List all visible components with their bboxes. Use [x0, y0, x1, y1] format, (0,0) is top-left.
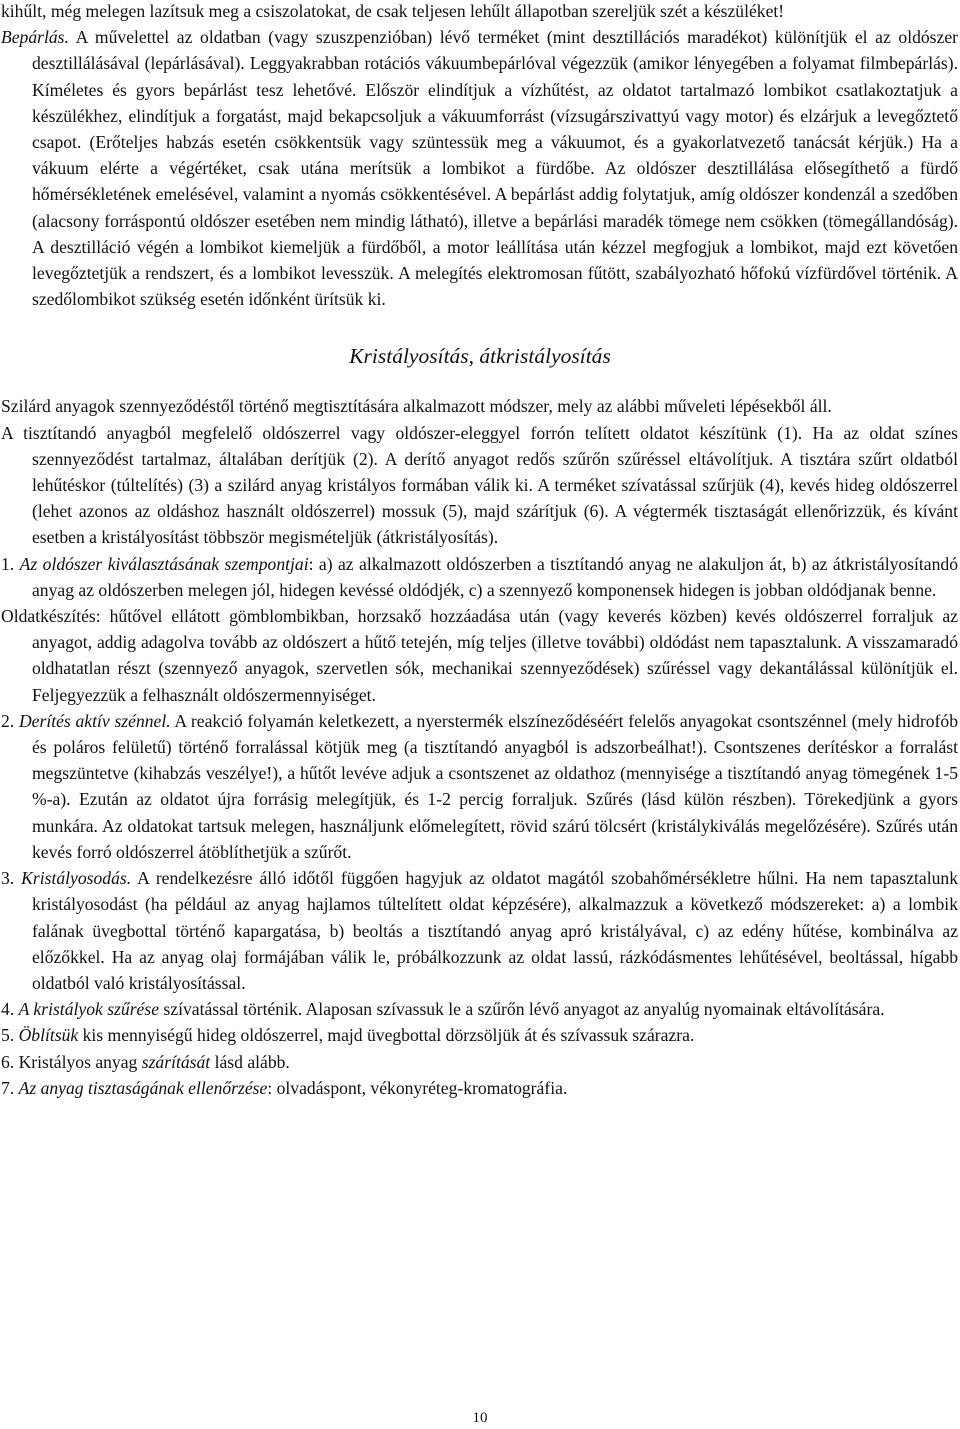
step-4-term: A kristályok szűrése	[18, 999, 160, 1020]
step-2-paragraph	[0, 708, 960, 865]
step-7-term: Az anyag tisztaságának ellenőrzése	[18, 1077, 268, 1098]
step-3-text: A rendelkezésre álló időtől függően hagyjuk az oldatot magától szobahőmérsékletre hűlni. Ha nem tapasztalunk kristályosodást (ha például az anyag hajlamos túltelített oldat képzésére), alkalmazzuk a következő módszereket: a) a lombik falának üvegbottal történő kapargatása, b) beoltás a tisztítandó anyag apró kristályával, c) az edény hűtése, kombinálva az előzőkkel. Ha az anyag olaj formájában válik le, próbálkozzunk az oldat lassú, rázkódásmentes lehűtésével, beoltással, hígabb oldatból való kristályosítással.	[32, 868, 958, 993]
step-2-number: 2.	[1, 710, 19, 731]
step-4-paragraph	[0, 996, 960, 1022]
step-6-paragraph	[0, 1049, 960, 1075]
step-1-paragraph	[0, 551, 960, 603]
step-3-number: 3.	[1, 868, 22, 889]
step-6-prefix: 6. Kristályos anyag	[1, 1051, 142, 1072]
step-2-term: Derítés aktív szénnel.	[18, 710, 171, 731]
beparlas-term: Bepárlás.	[1, 27, 69, 48]
oldatkeszites-paragraph: Oldatkészítés: hűtővel ellátott gömblombikban, horzsakő hozzáadása után (vagy keverés közben) kevés oldószerrel forraljuk az anyagot, addig adagolva tovább az oldószert a hűtő tetején, míg teljes (illetve további) oldódást nem tapasztalunk. A visszamaradó oldhatatlan részt (szennyező anyagok, szervetlen sók, mechanikai szennyeződések) szűréssel vagy dekantálással különítjük el. Feljegyezzük a felhasznált oldószermennyiséget.	[1, 606, 958, 705]
step-4-number: 4.	[1, 999, 19, 1020]
step-1-term: Az oldószer kiválasztásának szempontjai	[19, 553, 309, 574]
section-title: Kristályosítás, átkristályosítás	[349, 344, 611, 369]
step-5-number: 5.	[1, 1025, 19, 1046]
step-5-text: kis mennyiségű hideg oldószerrel, majd üvegbottal dörzsöljük át és szívassuk szárazra.	[78, 1025, 695, 1046]
step-1-number: 1.	[1, 553, 20, 574]
page-number: 10	[472, 1410, 488, 1426]
step-7-text: : olvadáspont, vékonyréteg-kromatográfia.	[267, 1077, 568, 1098]
step-5-term: Öblítsük	[18, 1025, 79, 1046]
step-6-term: szárítását	[141, 1051, 211, 1072]
step-3-paragraph	[0, 865, 960, 996]
beparlas-text: A művelettel az oldatban (vagy szuszpenzióban) lévő terméket (mint desztillációs maradékot) különítjük el az oldószer desztillálásával (lepárlásával). Leggyakrabban rotációs vákuumbepárlóval végezzük (amikor lényegében a folyamat filmbepárlás). Kíméletes és gyors bepárlást tesz lehetővé. Először elindítjuk a vízhűtést, az oldatot tartalmazó lombikot csatlakoztatjuk a készülékhez, elindítjuk a forgatást, majd bekapcsoljuk a vákuumforrást (vízsugárszivattyú vagy motor) és elzárjuk a levegőztető csapot. (Erőteljes habzás esetén csökkentsük vagy szüntessük meg a vákuumot, és a gyakorlatvezető tanácsát kérjük.) Ha a vákuum elérte a végértéket, csak utána merítsük a lombikot a fürdőbe. Az oldószer desztillálása elősegíthető a fürdő hőmérsékletének emelésével, valamint a nyomás csökkentésével. A bepárlást addig folytatjuk, amíg oldószer kondenzál a szedőben (alacsony forráspontú oldószer esetében nem mindig látható), illetve a bepárlási maradék tömege nem csökken (tömegállandóság). A desztilláció végén a lombikot kiemeljük a fürdőből, a motor leállítása után kézzel megfogjuk a lombikot, majd ezt követően levegőztetjük a rendszert, és a lombikot levesszük. A melegítés elektromosan fűtött, szabályozható hőfokú vízfürdővel történik. A szedőlombikot szükség esetén időnként ürítsük ki.	[32, 27, 958, 310]
intro-paragraph-2: A tisztítandó anyagból megfelelő oldószerrel vagy oldószer-eleggyel forrón telített oldatot készítünk (1). Ha az oldat színes szennyeződést tartalmaz, általában derítjük (2). A derítő anyagot redős szűrőn szűréssel eltávolítjuk. A tisztára szűrt oldatból lehűtéskor (túltelítés) (3) a szilárd anyag kristályos formában válik ki. A terméket szívatással szűrjük (4), kevés hideg oldószerrel (lehet azonos az oldáshoz használt oldószerrel) mossuk (5), majd szárítjuk (6). A végtermék tisztaságát ellenőrizzük, és kívánt esetben a kristályosítást többször megismételjük (átkristályosítás).	[1, 422, 958, 548]
intro-paragraph-1: Szilárd anyagok szennyeződéstől történő megtisztítására alkalmazott módszer, mely az alábbi műveleti lépésekből áll.	[1, 396, 832, 417]
step-5-paragraph	[0, 1022, 960, 1048]
step-4-text: szívatással történik. Alaposan szívassuk le a szűrőn lévő anyagot az anyalúg nyomainak eltávolítására.	[159, 999, 885, 1020]
step-3-term: Kristályosodás.	[21, 868, 132, 889]
step-6-text: lásd alább.	[210, 1051, 290, 1072]
step-2-text: A reakció folyamán keletkezett, a nyerstermék elszíneződéséért felelős anyagokat csontszénnel (mely hidrofób és poláros felületű) történő forralással kötjük meg (a tisztítandó anyagból is adszorbeálhat!). Csontszenes derítéskor a forralást megszüntetve (kihabzás veszélye!), a hűtőt levéve adjuk a csontszenet az oldathoz (mennyisége a tisztítandó anyag tömegének 1-5 %-a). Ezután az oldatot újra forrásig melegítjük, és 1-2 percig forraljuk. Szűrés (lásd külön részben). Törekedjünk a gyors munkára. Az oldatokat tartsuk melegen, használjunk előmelegített, rövid szárú tölcsért (kristálykiválás megelőzésére). Szűrés után kevés forró oldószerrel átöblíthetjük a szűrőt.	[32, 710, 958, 862]
step-7-number: 7.	[1, 1077, 19, 1098]
beparlas-paragraph	[0, 24, 960, 312]
step-1-text: : a) az alkalmazott oldószerben a tisztítandó anyag ne alakuljon át, b) az átkristályosítandó anyag az oldószerben melegen jól, hidegen kevéssé oldódjék, c) a szennyező komponensek hidegen is jobban oldódjanak benne.	[32, 553, 959, 600]
step-7-paragraph	[0, 1075, 960, 1101]
intro-continuation-paragraph: kihűlt, még melegen lazítsuk meg a csiszolatokat, de csak teljesen lehűlt állapotban szereljük szét a készüléket!	[1, 1, 785, 21]
